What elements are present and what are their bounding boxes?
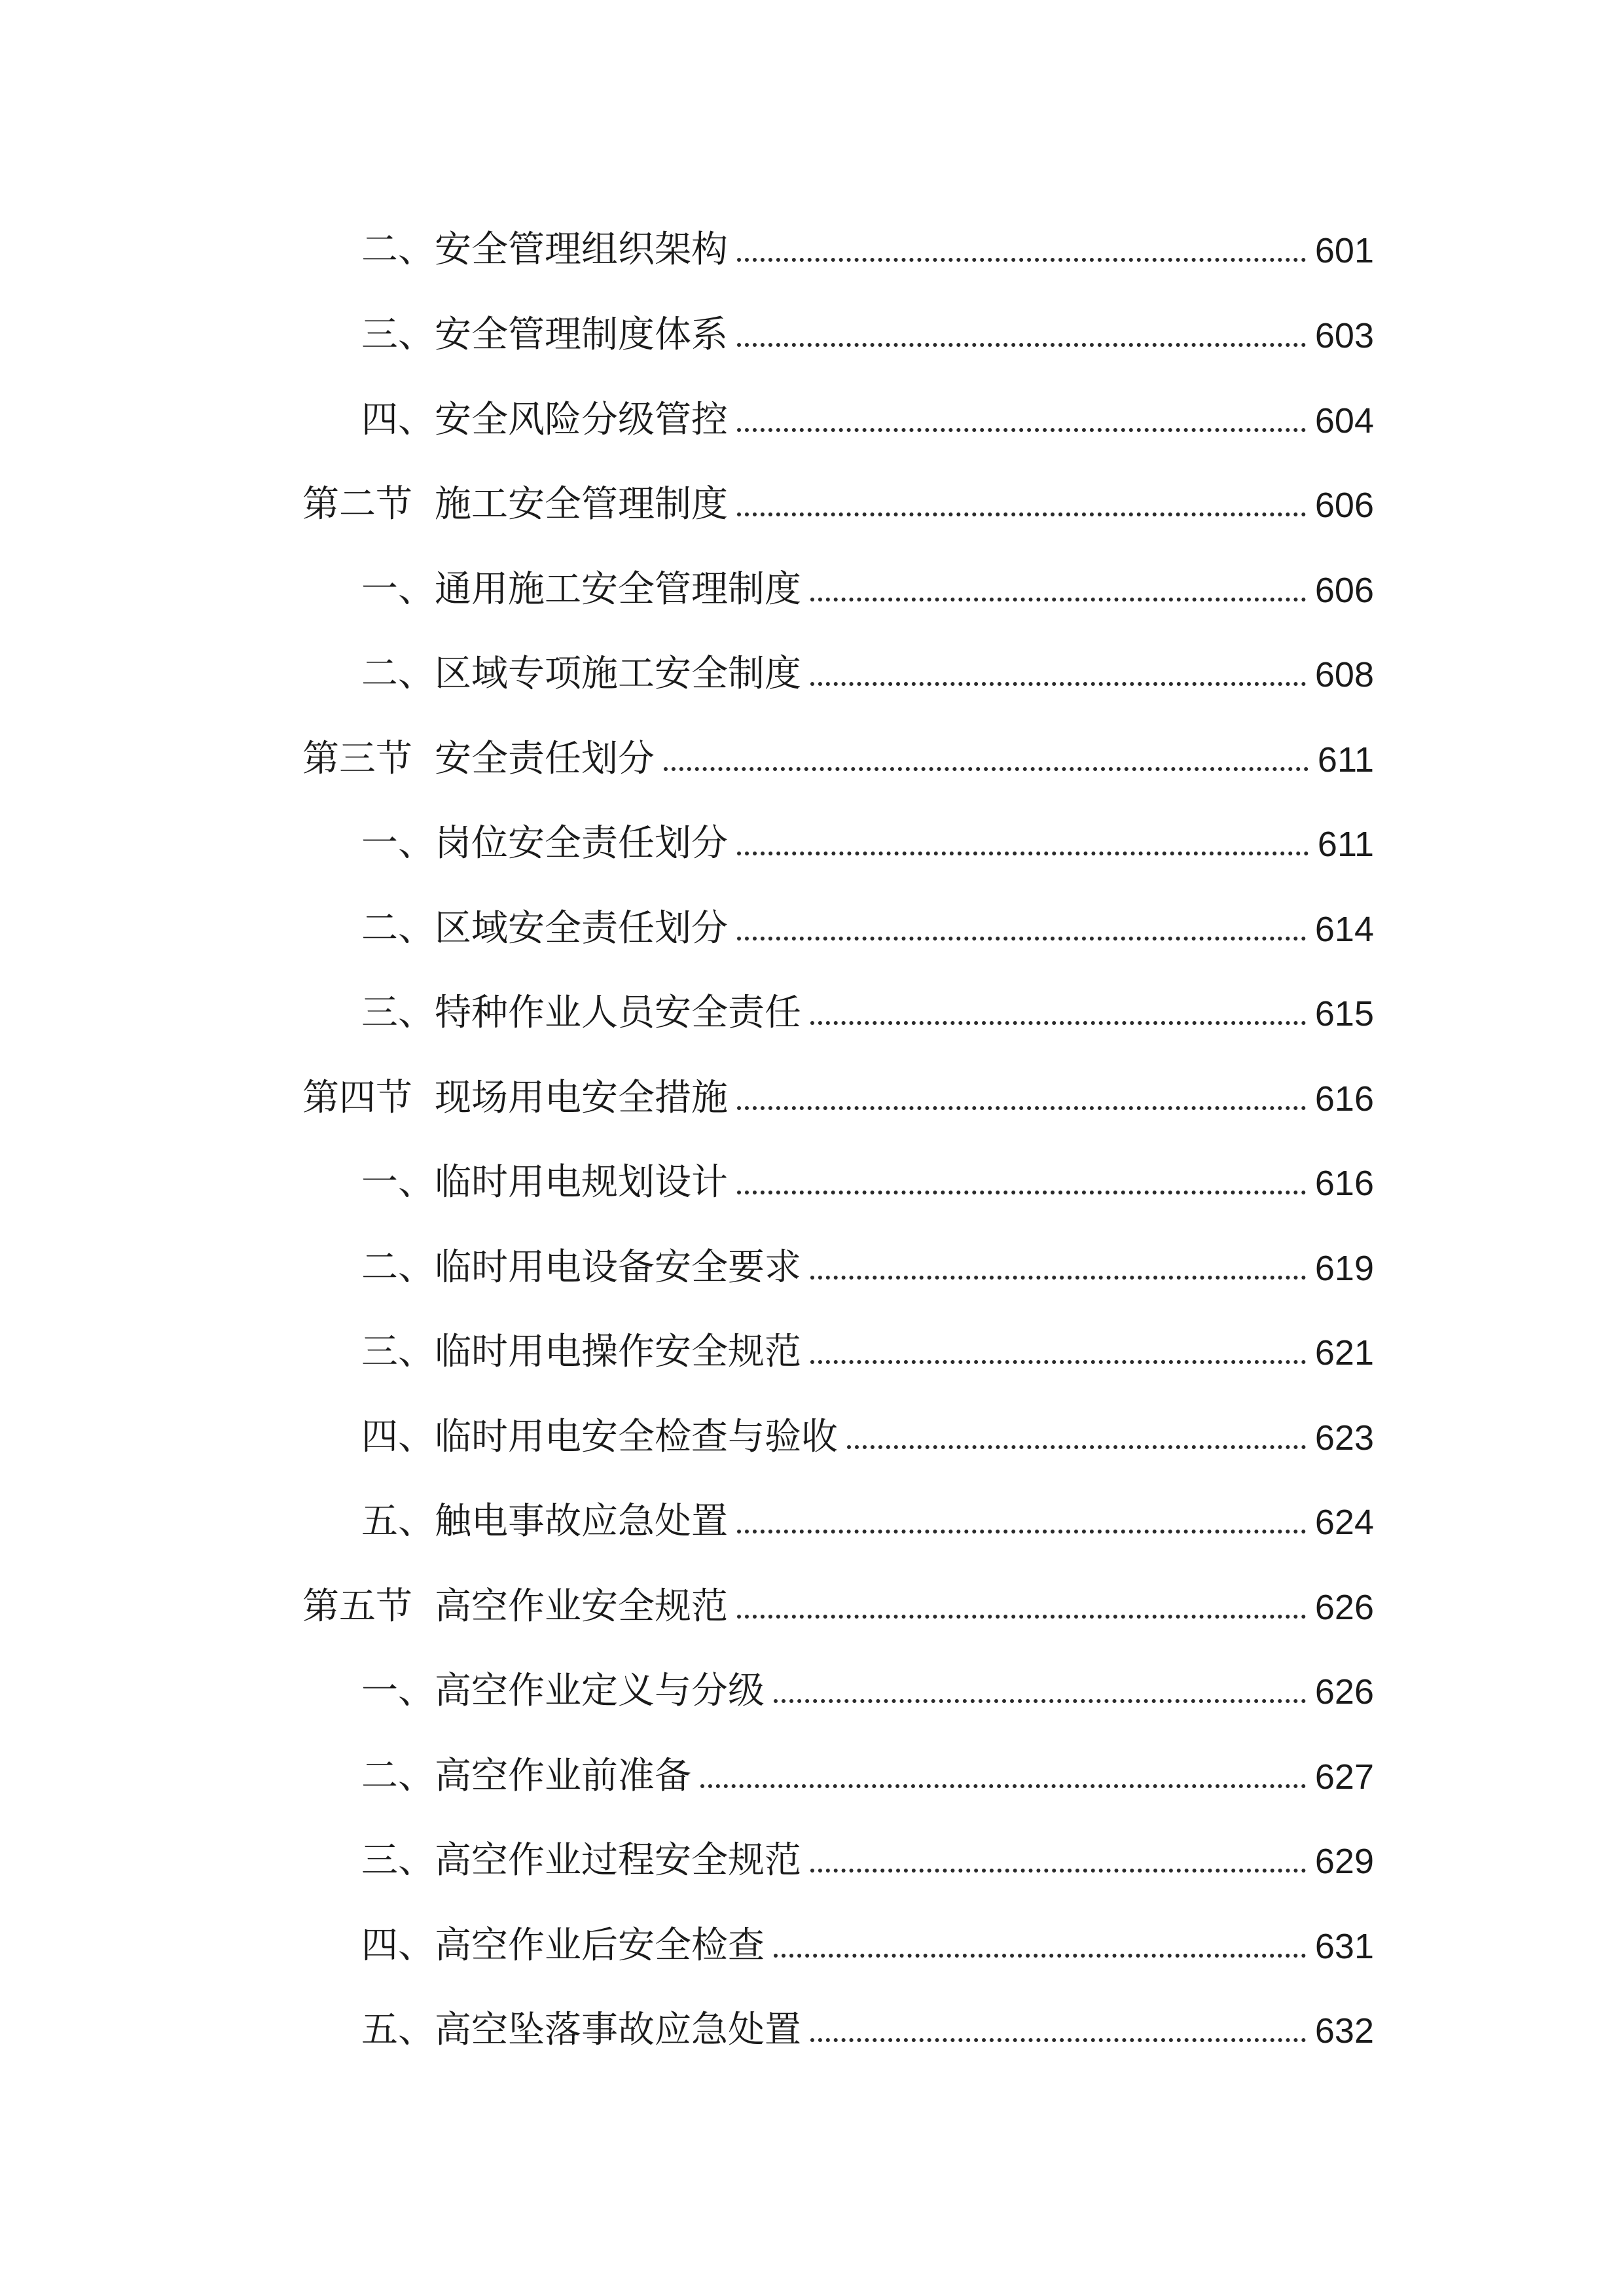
toc-entry[interactable] bbox=[361, 1990, 1374, 2049]
dot-leader bbox=[737, 428, 1306, 432]
toc-entry[interactable] bbox=[361, 380, 1374, 439]
entry-title: 特种作业人员安全责任 bbox=[435, 992, 801, 1034]
toc-entry[interactable] bbox=[361, 1905, 1374, 1967]
entry-number: 五、 bbox=[361, 1500, 435, 1543]
dot-leader bbox=[737, 937, 1306, 941]
toc-section-entry[interactable] bbox=[302, 1058, 1374, 1117]
page-number: 608 bbox=[1314, 655, 1374, 694]
entry-title: 区域安全责任划分 bbox=[435, 907, 728, 950]
entry-title: 高空作业过程安全规范 bbox=[435, 1839, 801, 1882]
dot-leader bbox=[810, 598, 1306, 601]
toc-entry[interactable] bbox=[361, 1397, 1374, 1456]
dot-leader bbox=[664, 767, 1308, 771]
dot-leader bbox=[810, 682, 1306, 686]
section-title: 现场用电安全措施 bbox=[435, 1077, 728, 1119]
toc-entry[interactable] bbox=[361, 1142, 1374, 1204]
toc-entry[interactable] bbox=[361, 549, 1374, 611]
entry-title: 安全风险分级管控 bbox=[435, 399, 728, 441]
dot-leader bbox=[810, 1021, 1306, 1025]
entry-number: 四、 bbox=[361, 1416, 435, 1458]
page-number: 619 bbox=[1314, 1249, 1374, 1288]
page-number: 601 bbox=[1314, 231, 1374, 270]
dot-leader bbox=[737, 343, 1306, 347]
page-number: 626 bbox=[1314, 1588, 1374, 1627]
entry-number: 五、 bbox=[361, 2009, 435, 2051]
dot-leader bbox=[700, 1784, 1306, 1788]
toc-entry[interactable] bbox=[361, 1227, 1374, 1289]
toc-section-entry[interactable] bbox=[302, 719, 1374, 778]
toc-entry[interactable] bbox=[361, 1481, 1374, 1543]
entry-title: 临时用电操作安全规范 bbox=[435, 1331, 801, 1373]
page-number: 623 bbox=[1314, 1418, 1374, 1458]
toc-entry[interactable] bbox=[361, 1312, 1374, 1371]
entry-title: 区域专项施工安全制度 bbox=[435, 653, 801, 695]
toc-entry[interactable] bbox=[361, 1820, 1374, 1882]
dot-leader bbox=[847, 1445, 1306, 1449]
dot-leader bbox=[737, 1106, 1306, 1110]
toc-entry[interactable] bbox=[361, 209, 1374, 271]
entry-number: 二、 bbox=[361, 1246, 435, 1289]
dot-leader bbox=[774, 1954, 1306, 1958]
entry-number: 四、 bbox=[361, 399, 435, 441]
entry-title: 临时用电规划设计 bbox=[435, 1161, 728, 1204]
entry-number: 二、 bbox=[361, 653, 435, 695]
entry-number: 一、 bbox=[361, 568, 435, 611]
dot-leader bbox=[774, 1699, 1306, 1703]
dot-leader bbox=[810, 1360, 1306, 1364]
page-number: 606 bbox=[1314, 486, 1374, 525]
section-title: 安全责任划分 bbox=[435, 738, 655, 780]
dot-leader bbox=[737, 512, 1306, 516]
page-number: 606 bbox=[1314, 571, 1374, 610]
toc-section-entry[interactable] bbox=[302, 464, 1374, 526]
page-number: 616 bbox=[1314, 1079, 1374, 1119]
entry-number: 二、 bbox=[361, 228, 435, 271]
toc-entry[interactable] bbox=[361, 803, 1374, 865]
dot-leader bbox=[737, 1191, 1306, 1194]
section-number: 第二节 bbox=[302, 483, 412, 526]
entry-title: 高空作业后安全检查 bbox=[435, 1924, 765, 1967]
page-number: 616 bbox=[1314, 1164, 1374, 1203]
entry-title: 高空坠落事故应急处置 bbox=[435, 2009, 801, 2051]
entry-number: 一、 bbox=[361, 822, 435, 865]
page-number: 604 bbox=[1314, 401, 1374, 440]
page-number: 629 bbox=[1314, 1842, 1374, 1881]
page-number: 611 bbox=[1317, 825, 1374, 864]
section-title: 施工安全管理制度 bbox=[435, 483, 728, 526]
entry-title: 高空作业前准备 bbox=[435, 1755, 691, 1797]
entry-number: 三、 bbox=[361, 314, 435, 356]
entry-number: 二、 bbox=[361, 1755, 435, 1797]
toc-entry[interactable] bbox=[361, 634, 1374, 695]
entry-number: 三、 bbox=[361, 1839, 435, 1882]
dot-leader bbox=[810, 1869, 1306, 1873]
entry-title: 临时用电安全检查与验收 bbox=[435, 1416, 838, 1458]
dot-leader bbox=[737, 258, 1306, 262]
dot-leader bbox=[810, 2038, 1306, 2042]
section-number: 第四节 bbox=[302, 1077, 412, 1119]
section-number: 第三节 bbox=[302, 738, 412, 780]
page-number: 624 bbox=[1314, 1503, 1374, 1542]
entry-title: 安全管理组织架构 bbox=[435, 228, 728, 271]
section-title: 高空作业安全规范 bbox=[435, 1585, 728, 1628]
toc-entry[interactable] bbox=[361, 1736, 1374, 1795]
page-number: 614 bbox=[1314, 910, 1374, 949]
page-number: 626 bbox=[1314, 1672, 1374, 1712]
dot-leader bbox=[737, 852, 1308, 855]
toc-entry[interactable] bbox=[361, 973, 1374, 1034]
entry-title: 岗位安全责任划分 bbox=[435, 822, 728, 865]
page-number: 632 bbox=[1314, 2011, 1374, 2051]
entry-title: 通用施工安全管理制度 bbox=[435, 568, 801, 611]
entry-title: 安全管理制度体系 bbox=[435, 314, 728, 356]
entry-number: 一、 bbox=[361, 1161, 435, 1204]
toc-section-entry[interactable] bbox=[302, 1566, 1374, 1628]
page-number: 627 bbox=[1314, 1757, 1374, 1797]
page-number: 615 bbox=[1314, 994, 1374, 1033]
page-number: 611 bbox=[1317, 740, 1374, 780]
dot-leader bbox=[737, 1615, 1306, 1619]
entry-title: 临时用电设备安全要求 bbox=[435, 1246, 801, 1289]
page-number: 621 bbox=[1314, 1333, 1374, 1372]
entry-number: 三、 bbox=[361, 1331, 435, 1373]
entry-number: 二、 bbox=[361, 907, 435, 950]
dot-leader bbox=[810, 1276, 1306, 1280]
toc-entry[interactable] bbox=[361, 1651, 1374, 1710]
entry-number: 一、 bbox=[361, 1670, 435, 1712]
toc-entry[interactable] bbox=[361, 888, 1374, 950]
page-number: 631 bbox=[1314, 1927, 1374, 1966]
entry-title: 触电事故应急处置 bbox=[435, 1500, 728, 1543]
entry-number: 三、 bbox=[361, 992, 435, 1034]
toc-entry[interactable] bbox=[361, 295, 1374, 356]
section-number: 第五节 bbox=[302, 1585, 412, 1628]
page-number: 603 bbox=[1314, 316, 1374, 355]
entry-title: 高空作业定义与分级 bbox=[435, 1670, 765, 1712]
entry-number: 四、 bbox=[361, 1924, 435, 1967]
dot-leader bbox=[737, 1530, 1306, 1534]
